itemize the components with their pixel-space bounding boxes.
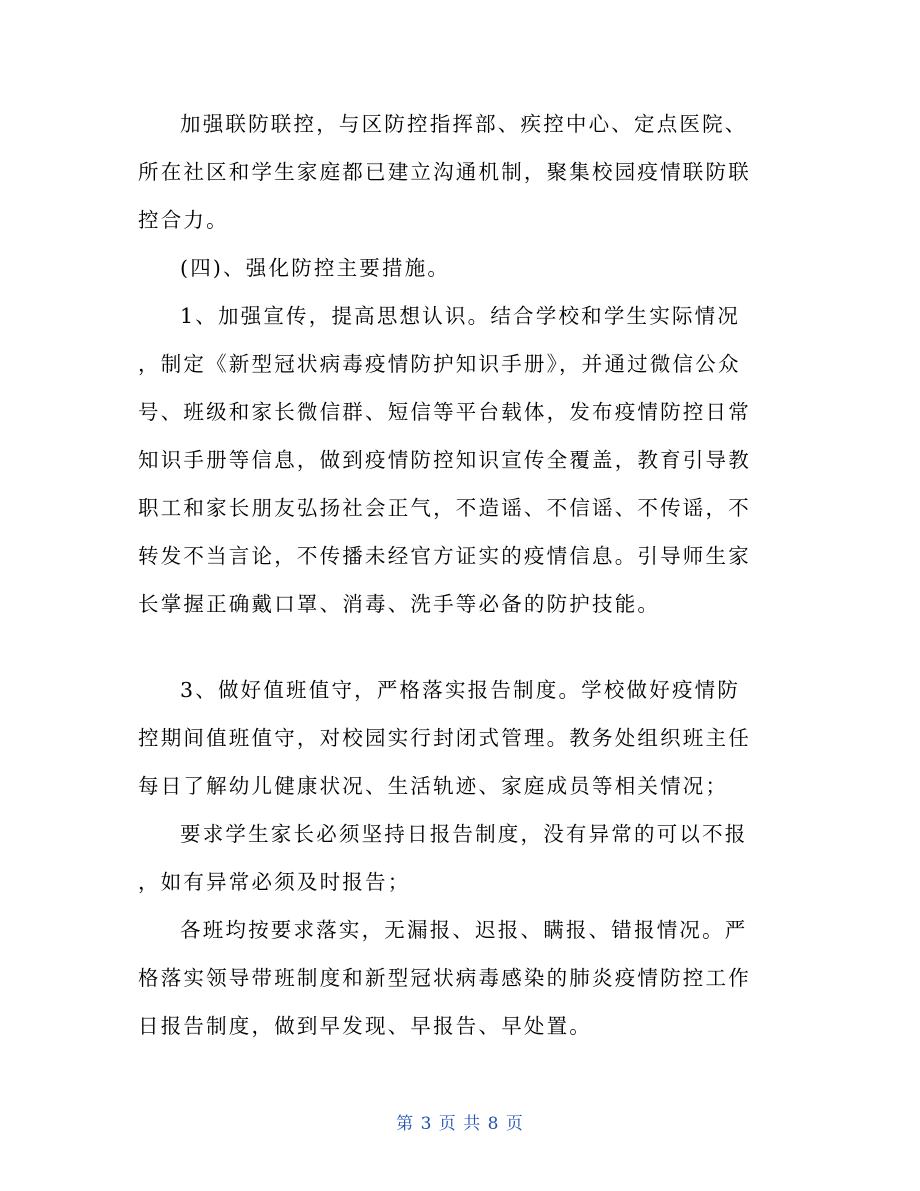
text-line: ，如有异常必须及时报告； [138,870,411,894]
text-line: 控期间值班值守，对校园实行封闭式管理。教务处组织班主任 [138,726,751,750]
text-line: 转发不当言论，不传播未经官方证实的疫情信息。引导师生家 [138,544,751,568]
text-line: 3、做好值班值守，严格落实报告制度。学校做好疫情防 [180,678,741,702]
section-heading: (四)、强化防控主要措施。 [180,256,451,280]
text-line: 号、班级和家长微信群、短信等平台载体，发布疫情防控日常 [138,400,751,424]
text-line: 长掌握正确戴口罩、消毒、洗手等必备的防护技能。 [138,592,661,616]
text-line: 各班均按要求落实，无漏报、迟报、瞒报、错报情况。严 [180,918,748,942]
text-line: 职工和家长朋友弘扬社会正气，不造谣、不信谣、不传谣，不 [138,496,751,520]
text-line: 控合力。 [138,208,229,232]
text-line: 加强联防联控，与区防控指挥部、疾控中心、定点医院、 [180,112,748,136]
text-line: 格落实领导带班制度和新型冠状病毒感染的肺炎疫情防控工作 [138,966,751,990]
text-line: 日报告制度，做到早发现、早报告、早处置。 [138,1014,592,1038]
text-line: 所在社区和学生家庭都已建立沟通机制，聚集校园疫情联防联 [138,160,751,184]
text-line: 要求学生家长必须坚持日报告制度，没有异常的可以不报 [180,822,748,846]
page-number-footer: 第 3 页 共 8 页 [396,1114,524,1134]
text-line: 每日了解幼儿健康状况、生活轨迹、家庭成员等相关情况； [138,774,729,798]
text-line: ，制定《新型冠状病毒疫情防护知识手册》，并通过微信公众 [138,352,741,376]
text-line: 知识手册等信息，做到疫情防控知识宣传全覆盖，教育引导教 [138,448,751,472]
text-line: 1、加强宣传，提高思想认识。结合学校和学生实际情况 [180,304,741,328]
